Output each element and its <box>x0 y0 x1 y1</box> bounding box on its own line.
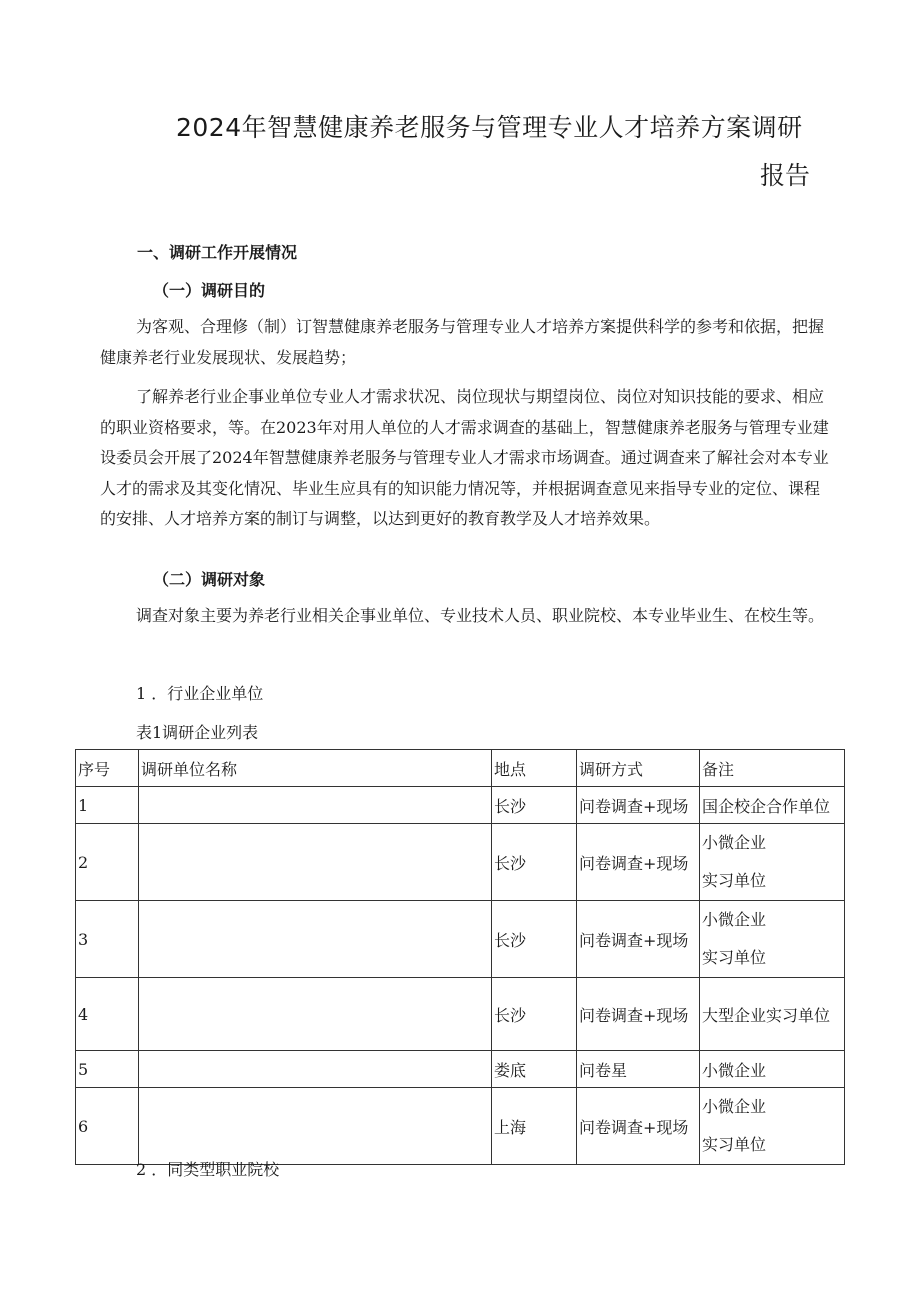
list-item-colleges: 2 ．同类型职业院校 <box>136 1160 280 1179</box>
table-row <box>76 978 845 1051</box>
cell-method: 问卷调查+现场 <box>577 787 700 824</box>
note-line: 小微企业 <box>702 833 767 852</box>
section-heading: 一、调研工作开展情况 <box>137 243 298 262</box>
list-item-industry: 1 ．行业企业单位 <box>136 684 264 703</box>
note-line: 小微企业 <box>702 910 767 929</box>
cell-no: 2 <box>76 824 139 901</box>
cell-no: 5 <box>76 1051 139 1088</box>
cell-note: 小微企业 <box>700 1051 845 1088</box>
cell-location: 娄底 <box>492 1051 577 1088</box>
table-row <box>76 824 845 901</box>
header-method: 调研方式 <box>577 750 700 787</box>
note-line: 实习单位 <box>702 948 767 967</box>
table-row <box>76 1051 845 1088</box>
note-line: 实习单位 <box>702 1135 767 1154</box>
cell-method: 问卷调查+现场 <box>577 1088 700 1165</box>
cell-note <box>700 1088 845 1165</box>
note-line: 实习单位 <box>702 871 767 890</box>
cell-location: 长沙 <box>492 787 577 824</box>
table-row <box>76 1088 845 1165</box>
cell-note: 大型企业实习单位 <box>700 978 845 1051</box>
cell-location: 上海 <box>492 1088 577 1165</box>
cell-method: 问卷调查+现场 <box>577 824 700 901</box>
document-title-continued: 报告 <box>760 161 811 190</box>
paragraph-purpose-1: 为客观、合理修（制）订智慧健康养老服务与管理专业人才培养方案提供科学的参考和依据，把握健康养老行业发展现状、发展趋势； <box>100 317 825 367</box>
cell-no: 3 <box>76 901 139 978</box>
table-caption: 表1调研企业列表 <box>136 723 259 742</box>
table-header-row <box>76 750 845 787</box>
cell-location: 长沙 <box>492 901 577 978</box>
cell-method: 问卷星 <box>577 1051 700 1088</box>
cell-name <box>139 787 492 824</box>
table-row <box>76 787 845 824</box>
cell-note <box>700 824 845 901</box>
subsection-heading-targets: （二）调研对象 <box>153 570 266 589</box>
header-no: 序号 <box>76 750 139 787</box>
cell-name <box>139 901 492 978</box>
cell-no: 6 <box>76 1088 139 1165</box>
survey-table <box>75 749 845 1165</box>
table-row <box>76 901 845 978</box>
header-note: 备注 <box>700 750 845 787</box>
cell-name <box>139 824 492 901</box>
cell-note <box>700 901 845 978</box>
cell-name <box>139 1088 492 1165</box>
cell-location: 长沙 <box>492 824 577 901</box>
paragraph-targets: 调查对象主要为养老行业相关企事业单位、专业技术人员、职业院校、本专业毕业生、在校生等。 <box>136 606 825 625</box>
cell-note: 国企校企合作单位 <box>700 787 845 824</box>
paragraph-purpose-2: 了解养老行业企事业单位专业人才需求状况、岗位现状与期望岗位、岗位对知识技能的要求、相应的职业资格要求，等。在2023年对用人单位的人才需求调查的基础上，智慧健康养老服务与管理专业建设委员会开展了2024年智慧健康养老服务与管理专业人才需求市场调查。通过调查来了解社会对本专业人才的需求及其变化情况、毕业生应具有的知识能力情况等，并根据调查意见来指导专业的定位、课程的安排、人才培养方案的制订与调整，以达到更好的教育教学及人才培养效果。 <box>100 387 829 528</box>
cell-no: 4 <box>76 978 139 1051</box>
subsection-heading-purpose: （一）调研目的 <box>153 281 266 300</box>
header-name: 调研单位名称 <box>139 750 492 787</box>
cell-name <box>139 978 492 1051</box>
document-title: 2024年智慧健康养老服务与管理专业人才培养方案调研 <box>176 113 803 142</box>
header-location: 地点 <box>492 750 577 787</box>
cell-method: 问卷调查+现场 <box>577 978 700 1051</box>
cell-no: 1 <box>76 787 139 824</box>
cell-location: 长沙 <box>492 978 577 1051</box>
note-line: 小微企业 <box>702 1097 767 1116</box>
cell-name <box>139 1051 492 1088</box>
cell-method: 问卷调查+现场 <box>577 901 700 978</box>
